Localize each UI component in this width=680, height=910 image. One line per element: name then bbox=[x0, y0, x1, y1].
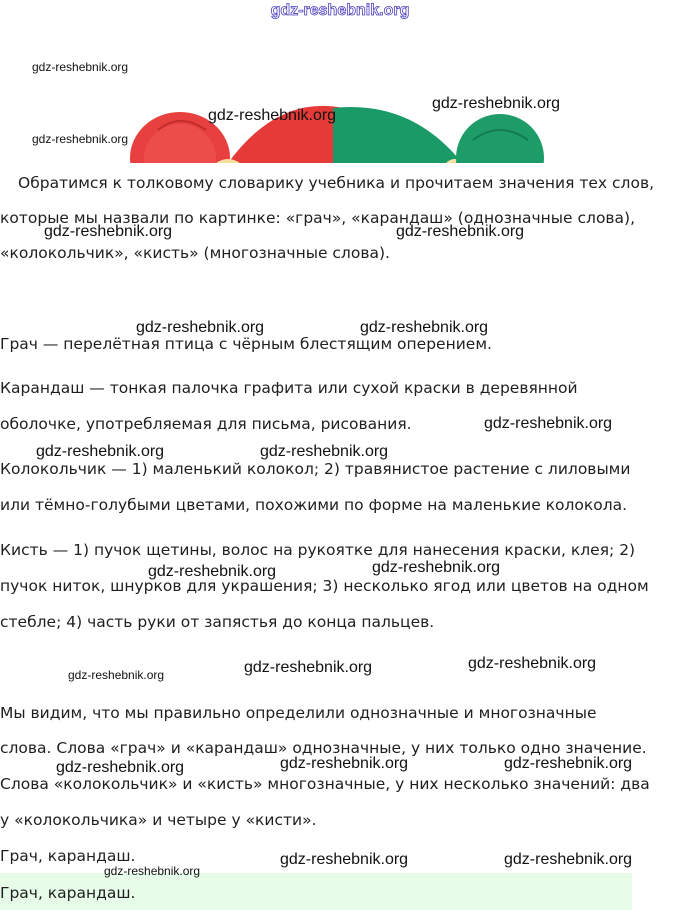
watermark: gdz-reshebnik.org bbox=[360, 319, 489, 336]
watermark: gdz-reshebnik.org bbox=[208, 107, 337, 124]
definition-grach: Грач — перелётная птица с чёрным блестящим оперением. bbox=[0, 335, 492, 353]
watermark: gdz-reshebnik.org bbox=[372, 559, 501, 576]
answer-plain: Грач, карандаш. bbox=[0, 847, 136, 865]
watermark: gdz-reshebnik.org bbox=[484, 415, 613, 432]
definition-kolokolchik-1: Колокольчик — 1) маленький колокол; 2) травянистое растение с лиловыми bbox=[0, 460, 631, 478]
definition-kist-2: пучок ниток, шнурков для украшения; 3) несколько ягод или цветов на одном bbox=[0, 577, 649, 595]
watermark: gdz-reshebnik.org bbox=[244, 659, 373, 676]
definition-karandash-1: Карандаш — тонкая палочка графита или сухой краски в деревянной bbox=[0, 379, 578, 397]
conclusion-line-3: Слова «колокольчик» и «кисть» многозначные, у них несколько значений: два bbox=[0, 775, 650, 793]
watermark: gdz-reshebnik.org bbox=[56, 759, 185, 776]
definition-kolokolchik-2: или тёмно-голубыми цветами, похожими по форме на маленькие колокола. bbox=[0, 496, 628, 514]
green-dome bbox=[333, 107, 458, 163]
definition-kist-3: стебле; 4) часть руки от запястья до конца пальцев. bbox=[0, 613, 435, 631]
definition-kist-1: Кисть — 1) пучок щетины, волос на рукоятке для нанесения краски, клея; 2) bbox=[0, 541, 636, 559]
answer-box bbox=[0, 873, 632, 910]
intro-line-3: «колокольчик», «кисть» (многозначные слова). bbox=[0, 244, 390, 262]
answer-highlighted: Грач, карандаш. bbox=[0, 884, 136, 902]
watermark: gdz-reshebnik.org bbox=[270, 2, 410, 19]
watermark: gdz-reshebnik.org bbox=[280, 755, 409, 772]
watermark: gdz-reshebnik.org bbox=[260, 443, 389, 460]
conclusion-line-2: слова. Слова «грач» и «карандаш» однозначные, у них только одно значение. bbox=[0, 739, 647, 757]
conclusion-line-1: Мы видим, что мы правильно определили однозначные и многозначные bbox=[0, 704, 597, 722]
watermark: gdz-reshebnik.org bbox=[504, 851, 633, 868]
definition-karandash-2: оболочке, употребляемая для письма, рисования. bbox=[0, 415, 412, 433]
watermark: gdz-reshebnik.org bbox=[68, 668, 165, 682]
watermark: gdz-reshebnik.org bbox=[148, 563, 277, 580]
watermark: gdz-reshebnik.org bbox=[280, 851, 409, 868]
intro-line-1: Обратимся к толковому словарику учебника и прочитаем значения тех слов, bbox=[18, 174, 655, 192]
watermark: gdz-reshebnik.org bbox=[468, 655, 597, 672]
watermark: gdz-reshebnik.org bbox=[104, 864, 201, 878]
watermark: gdz-reshebnik.org bbox=[504, 755, 633, 772]
intro-line-2: которые мы назвали по картинке: «грач», «карандаш» (однозначные слова), bbox=[0, 209, 636, 227]
green-ball bbox=[456, 114, 544, 163]
watermark: gdz-reshebnik.org bbox=[396, 223, 525, 240]
watermark: gdz-reshebnik.org bbox=[32, 60, 129, 74]
conclusion-line-4: у «колокольчика» и четыре у «кисти». bbox=[0, 811, 317, 829]
watermark: gdz-reshebnik.org bbox=[36, 443, 165, 460]
watermark: gdz-reshebnik.org bbox=[432, 95, 561, 112]
watermark: gdz-reshebnik.org bbox=[136, 319, 265, 336]
watermark: gdz-reshebnik.org bbox=[32, 132, 129, 146]
watermark: gdz-reshebnik.org bbox=[44, 223, 173, 240]
